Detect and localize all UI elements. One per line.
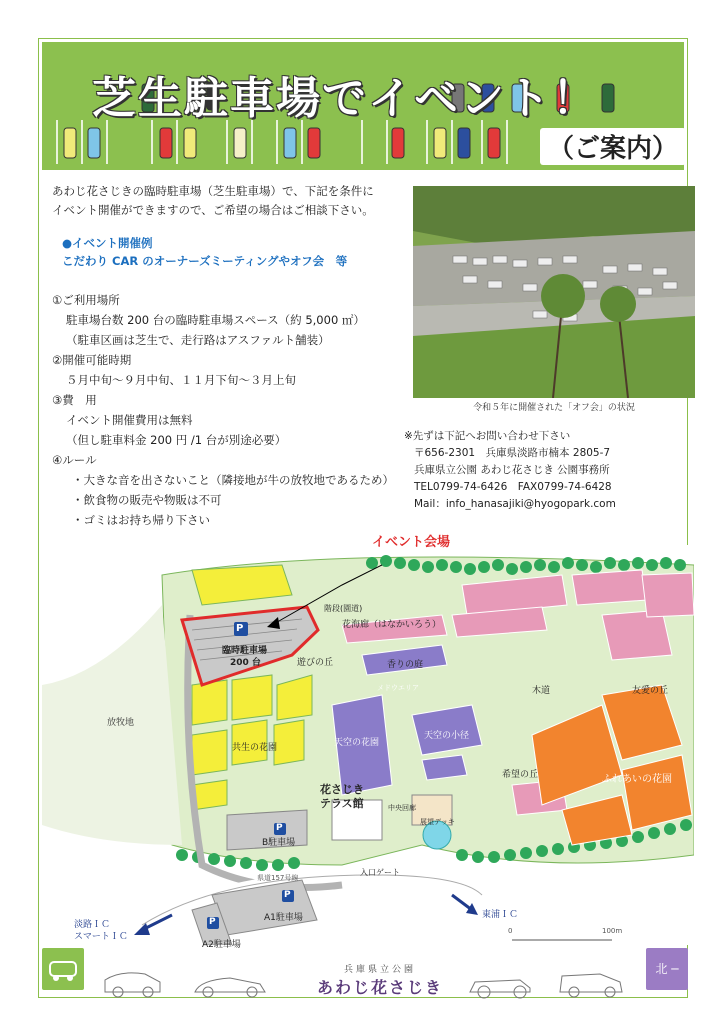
detail-text: （駐車区画は芝生で、走行路はアスファルト舗装） xyxy=(66,333,330,347)
north-label: 北 xyxy=(655,962,668,976)
detail-text: イベント開催費用は無料 xyxy=(66,413,193,427)
scale-zero: 0 xyxy=(508,927,513,935)
road-label: 県道157号線 xyxy=(257,874,299,882)
detail-text: （但し駐車料金 200 円 /1 台が別途必要） xyxy=(66,433,287,447)
parking-icon: P xyxy=(236,623,244,634)
park-brand-small: 兵庫県立公園 xyxy=(343,965,416,975)
detail-title: ④ルール xyxy=(52,453,97,467)
contact-address: 〒656-2301 兵庫県淡路市楠本 2805-7 xyxy=(414,447,611,459)
intro-line: イベント開催ができますので、ご希望の場合はご相談下さい。 xyxy=(52,203,374,217)
detail-title: ②開催可能時期 xyxy=(52,353,132,367)
detail-text: ５月中旬～９月中旬、１１月下旬～３月上旬 xyxy=(66,373,296,387)
north-indicator: 北 ─ xyxy=(646,948,688,990)
intro-line: あわじ花さじきの臨時駐車場（芝生駐車場）で、下記を条件に xyxy=(52,184,374,198)
yuai-label: 友愛の丘 xyxy=(632,686,669,696)
b-parking-icon: P xyxy=(276,823,283,833)
contact-info xyxy=(404,428,616,513)
a1-parking-label: A1駐車場 xyxy=(264,913,303,923)
photo-caption: 令和５年に開催された「オフ会」の状況 xyxy=(473,403,635,413)
details-list xyxy=(52,290,422,530)
fureai-label: ふれあいの花園 xyxy=(602,774,672,785)
terrace-label-2: テラス館 xyxy=(320,797,364,810)
temp-parking-count: 200 台 xyxy=(230,658,261,668)
tenku-label: 天空の花園 xyxy=(334,738,380,748)
event-example-text: こだわり CAR のオーナーズミーティングやオフ会 等 xyxy=(62,254,348,268)
temp-parking-label: 臨時駐車場 xyxy=(222,646,268,656)
intro-text xyxy=(52,182,412,220)
event-example-heading: ●イベント開催例 xyxy=(62,236,153,250)
rule-item: ・ゴミはお持ち帰り下さい xyxy=(72,513,210,527)
kyosei-label: 共生の花園 xyxy=(232,743,278,753)
rule-item: ・大きな音を出さないこと（隣接地が牛の放牧地であるため） xyxy=(72,473,394,487)
a2-parking-icon: P xyxy=(209,917,216,927)
photo-illustration xyxy=(413,186,695,398)
pasture-label: 放牧地 xyxy=(107,718,135,728)
classic-car-icon xyxy=(42,948,84,990)
b-parking-label: B駐車場 xyxy=(262,838,296,848)
contact-office: 兵庫県立公園 あわじ花さじき 公園事務所 xyxy=(414,464,610,476)
park-map xyxy=(42,535,694,950)
terrace-label-1: 花さじき xyxy=(320,783,364,796)
tenku-path-label: 天空の小径 xyxy=(424,731,470,741)
car-icon-box xyxy=(42,948,84,990)
tenbou-label: 展望デッキ xyxy=(420,818,455,826)
smart-ic-label: スマートＩＣ xyxy=(74,932,128,942)
stairs-label: 階段(園道) xyxy=(324,604,363,613)
rule-item: ・飲食物の販売や物販は不可 xyxy=(72,493,222,507)
contact-note: ※先ずは下記へお問い合わせ下さい xyxy=(404,430,571,442)
entrance-label: 入口ゲート xyxy=(360,868,400,877)
contact-phone: TEL0799-74-6426 FAX0799-74-6428 xyxy=(414,481,612,493)
page-subtitle: （ご案内） xyxy=(540,128,686,165)
event-example xyxy=(62,234,347,270)
park-brand-name: あわじ花さじき xyxy=(316,978,443,997)
scale-100m: 100m xyxy=(602,927,623,935)
meadow-label: メドウエリア xyxy=(377,684,419,692)
kaori-label: 香りの庭 xyxy=(387,660,424,670)
chuo-label: 中央回廊 xyxy=(388,804,416,812)
kibou-label: 希望の丘 xyxy=(502,770,539,780)
detail-title: ③費 用 xyxy=(52,393,97,407)
hanakairo-label: 花海廊（はなかいろう） xyxy=(342,620,442,630)
awaji-ic-label: 淡路ＩＣ xyxy=(74,920,111,930)
event-photo xyxy=(413,186,695,398)
contact-email[interactable]: Mail：info_hanasajiki@hyogopark.com xyxy=(414,498,616,510)
higashiura-ic-label: 東浦ＩＣ xyxy=(482,910,519,920)
mokudo-label: 木道 xyxy=(532,686,551,696)
page-title: 芝生駐車場でイベント！ xyxy=(92,73,598,124)
event-venue-label: イベント会場 xyxy=(372,535,451,550)
a2-parking-label: A2駐車場 xyxy=(202,940,241,950)
park-brand xyxy=(310,962,450,998)
detail-text: 駐車場台数 200 台の臨時駐車場スペース（約 5,000 ㎡） xyxy=(66,313,365,327)
a1-parking-icon: P xyxy=(284,890,291,900)
detail-title: ①ご利用場所 xyxy=(52,293,120,307)
asobi-label: 遊びの丘 xyxy=(297,658,334,668)
